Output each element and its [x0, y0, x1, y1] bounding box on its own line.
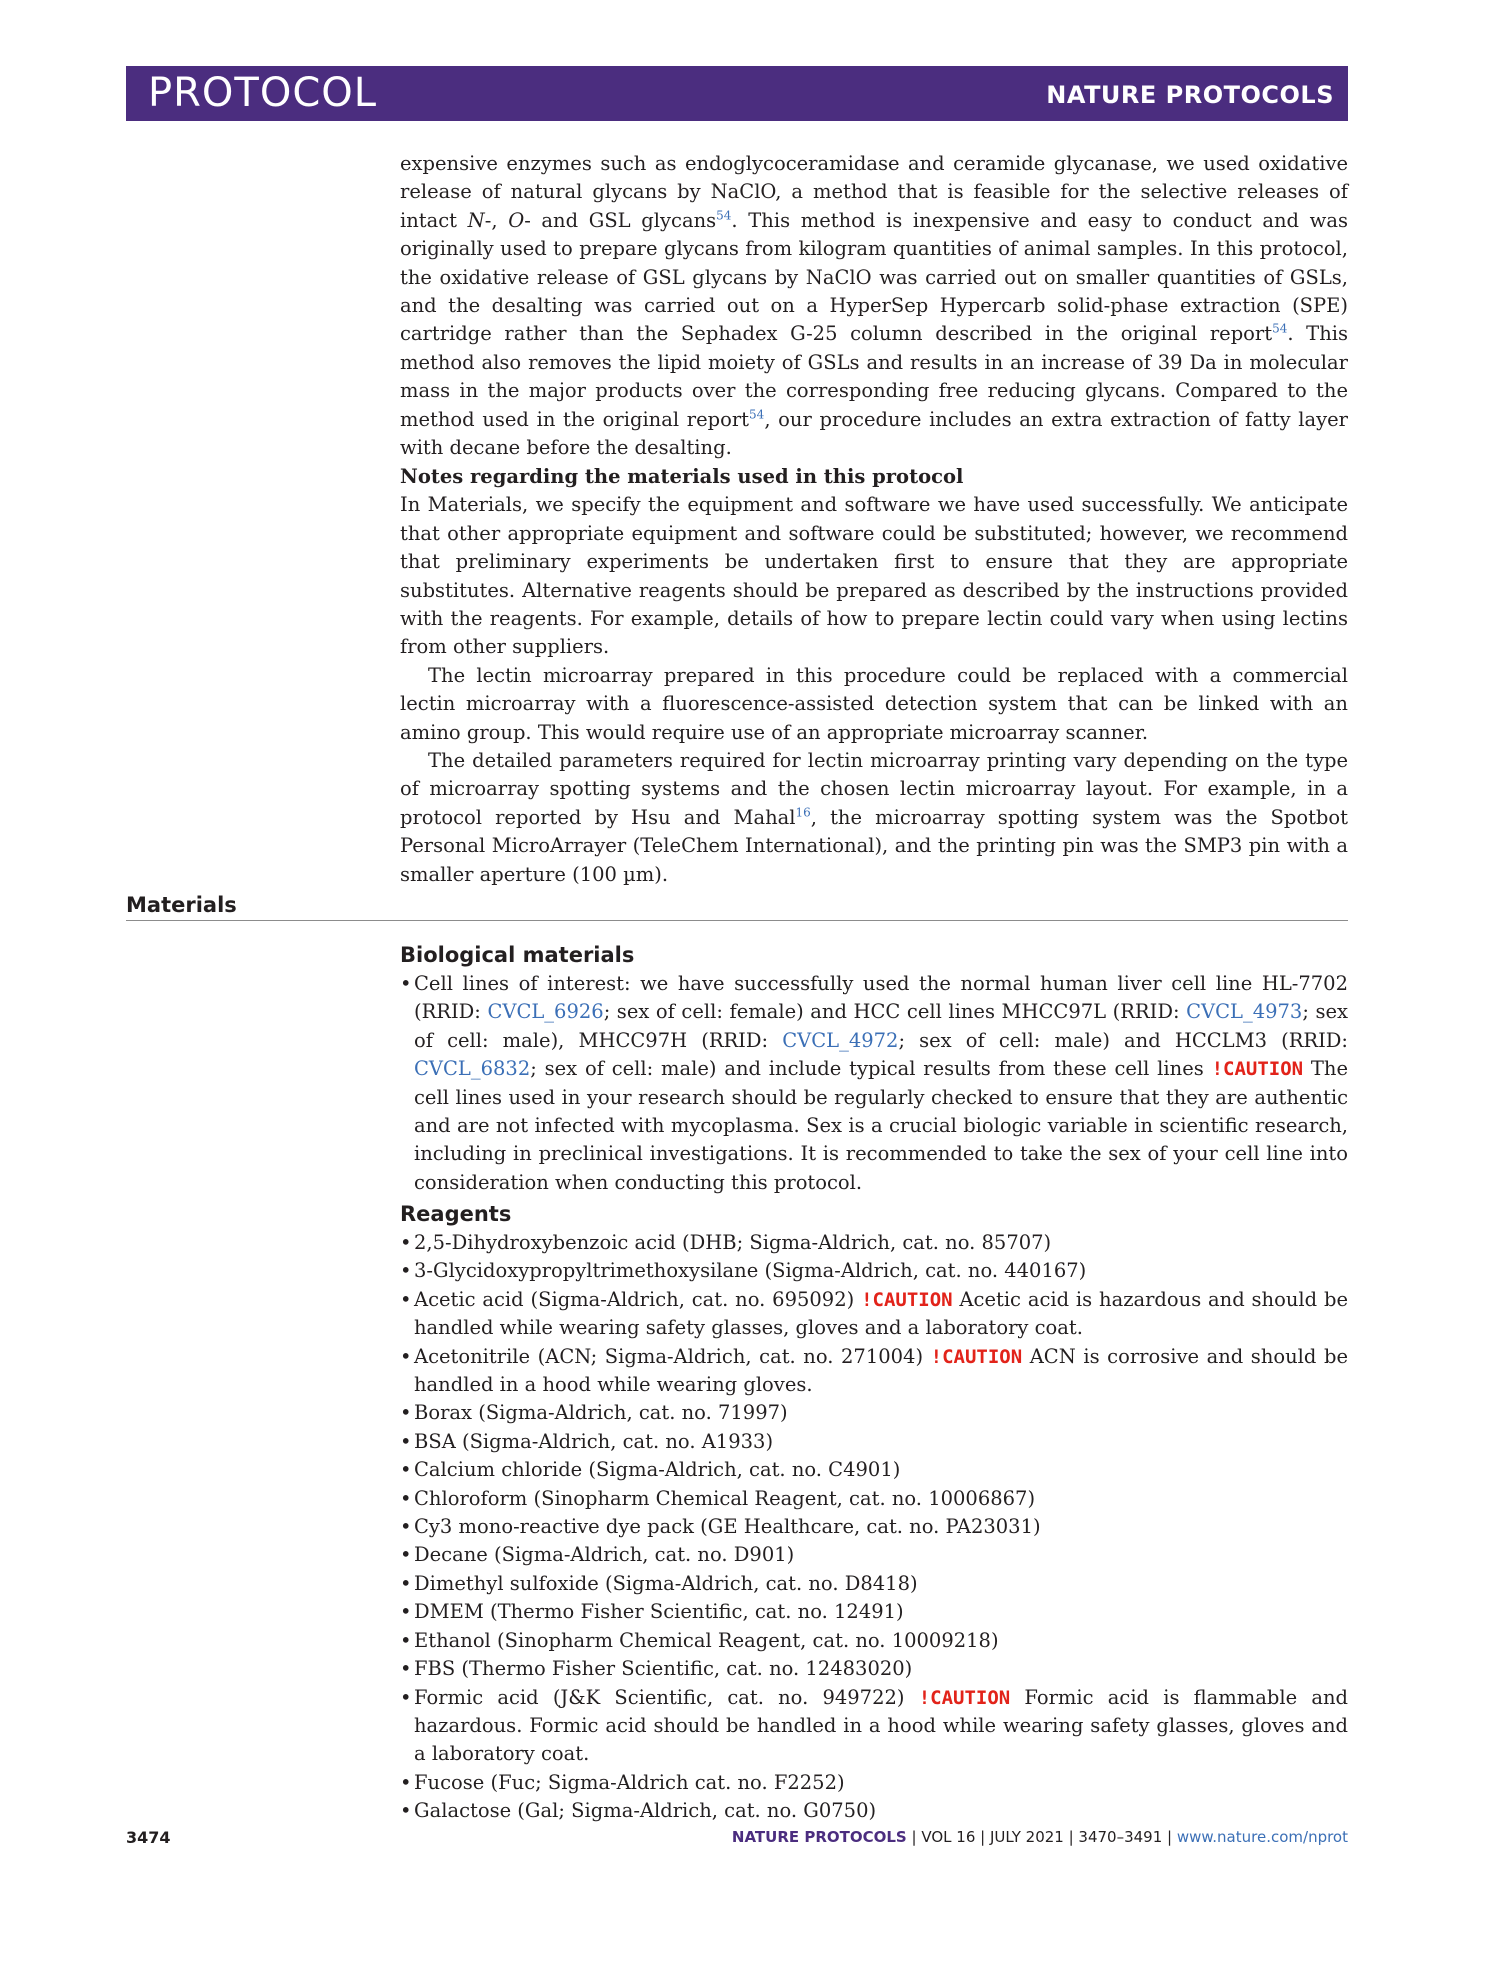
rrid-link[interactable]: CVCL_6832 — [414, 1057, 531, 1081]
bio-text: ; sex of cell: male), MHCC97H (RRID: — [414, 1000, 1348, 1052]
citation-link[interactable]: 54 — [716, 208, 732, 223]
page-header — [126, 66, 1348, 121]
list-item — [400, 1456, 1348, 1484]
page-number: 3474 — [126, 1828, 171, 1847]
reagent-text: Dimethyl sulfoxide (Sigma-Aldrich, cat. no. D8418) — [414, 1571, 918, 1595]
list-item — [400, 970, 1348, 1197]
footer-journal: NATURE PROTOCOLS — [731, 1828, 907, 1846]
rrid-link[interactable]: CVCL_4972 — [782, 1028, 899, 1052]
reagents-section — [400, 1199, 1348, 1826]
intro-text-1b: -, — [484, 208, 509, 232]
list-item — [400, 1257, 1348, 1285]
reagent-text: Borax (Sigma-Aldrich, cat. no. 71997) — [414, 1401, 788, 1425]
caution-label: !CAUTION — [930, 1345, 1023, 1368]
notes-p3-text-b: , the microarray spotting system was the Spotbot Personal MicroArrayer (TeleChem International), and the printing pin was the SMP3 pin with a smaller aperture (100 µm). — [400, 805, 1348, 886]
intro-o: O — [508, 208, 525, 232]
header-journal-label: NATURE PROTOCOLS — [1046, 81, 1334, 109]
intro-paragraph — [400, 150, 1348, 462]
reagent-caution-note: Formic acid is flammable and hazardous. Formic acid should be handled in a hood while wearing safety glasses, gloves and a laboratory coat. — [414, 1685, 1349, 1766]
list-item — [400, 1769, 1348, 1797]
reagent-text: Galactose (Gal; Sigma-Aldrich, cat. no. G0750) — [414, 1799, 877, 1823]
intro-text-2: . This method is inexpensive and easy to conduct and was originally used to prepare glycans from kilogram quantities of animal samples. In this protocol, the oxidative release of GSL glycans by NaClO was carried out on smaller quantities of GSLs, and the desalting was carried out on a HyperSep Hypercarb solid-phase extraction (SPE) cartridge rather than the Sephadex G-25 column described in the original report — [400, 208, 1348, 346]
reagents-title: Reagents — [400, 1202, 512, 1226]
list-item — [400, 1229, 1348, 1257]
reagent-text: DMEM (Thermo Fisher Scientific, cat. no. 12491) — [414, 1600, 904, 1624]
materials-heading: Materials — [126, 893, 1348, 921]
bio-text: ; sex of cell: male) and include typical results from these cell lines — [530, 1057, 1212, 1081]
reagent-text: Calcium chloride (Sigma-Aldrich, cat. no. C4901) — [414, 1458, 901, 1482]
reagent-text: 2,5-Dihydroxybenzoic acid (DHB; Sigma-Aldrich, cat. no. 85707) — [414, 1231, 1052, 1254]
page-footer — [732, 1828, 1348, 1846]
list-item — [400, 1598, 1348, 1626]
list-item — [400, 1570, 1348, 1598]
list-item — [400, 1684, 1348, 1769]
notes-title: Notes regarding the materials used in this protocol — [400, 465, 964, 488]
reagent-text: FBS (Thermo Fisher Scientific, cat. no. 12483020) — [414, 1657, 913, 1681]
caution-label: !CAUTION — [918, 1686, 1011, 1709]
citation-link[interactable]: 54 — [1272, 321, 1288, 336]
list-item — [400, 1399, 1348, 1427]
intro-n: N — [467, 208, 485, 232]
footer-issue: | VOL 16 | JULY 2021 | 3470–3491 | — [906, 1828, 1177, 1846]
reagent-text: Acetic acid (Sigma-Aldrich, cat. no. 695092) — [414, 1287, 862, 1311]
list-item — [400, 1428, 1348, 1456]
notes-paragraph-1: In Materials, we specify the equipment and software we have used successfully. We anticipate that other appropriate equipment and software could be substituted; however, we recommend that preliminary experiments be undertaken first to ensure that they are appropriate substitutes. Alternative reagents should be prepared as described by the instructions provided with the reagents. For example, details of how to prepare lectin could vary when using lectins from other suppliers. — [400, 493, 1348, 659]
intro-text-4: , our procedure includes an extra extraction of fatty layer with decane before the desalting. — [400, 407, 1349, 460]
list-item — [400, 1286, 1348, 1343]
caution-label: !CAUTION — [861, 1288, 953, 1311]
header-protocol-label: PROTOCOL — [148, 70, 378, 116]
reagent-caution-note: Acetic acid is hazardous and should be handled while wearing safety glasses, gloves and a laboratory coat. — [414, 1287, 1348, 1340]
reagent-text: Formic acid (J&K Scientific, cat. no. 949722) — [414, 1685, 919, 1709]
notes-p3-text-a: The detailed parameters required for lectin microarray printing vary depending on the type of microarray spotting systems and the chosen lectin microarray layout. For example, in a protocol reported by Hsu and Mahal — [400, 749, 1348, 829]
notes-paragraph-3 — [400, 747, 1348, 889]
list-item — [400, 1627, 1348, 1655]
biological-materials-list — [400, 970, 1348, 1197]
reagent-text: Acetonitrile (ACN; Sigma-Aldrich, cat. no. 271004) — [414, 1344, 931, 1368]
notes-section — [400, 463, 1348, 889]
list-item — [400, 1485, 1348, 1513]
reagent-text: Ethanol (Sinopharm Chemical Reagent, cat. no. 10009218) — [414, 1628, 999, 1652]
reagent-text: Fucose (Fuc; Sigma-Aldrich cat. no. F2252) — [414, 1770, 845, 1794]
footer-url-link[interactable]: www.nature.com/nprot — [1176, 1828, 1348, 1846]
list-item — [400, 1655, 1348, 1683]
rrid-link[interactable]: CVCL_6926 — [487, 1000, 604, 1024]
biological-materials-section — [400, 940, 1348, 1197]
list-item — [400, 1513, 1348, 1541]
biological-materials-title: Biological materials — [400, 943, 635, 967]
bio-text: Cell lines of interest: we have successfully used the normal human liver cell line HL-7702 (RRID: — [414, 972, 1348, 1024]
list-item — [400, 1343, 1348, 1400]
intro-section — [400, 150, 1348, 462]
rrid-link[interactable]: CVCL_4973 — [1186, 1000, 1303, 1024]
citation-link[interactable]: 16 — [795, 805, 811, 820]
bio-text: ; sex of cell: male) and HCCLM3 (RRID: — [898, 1028, 1348, 1052]
list-item — [400, 1541, 1348, 1569]
notes-paragraph-2: The lectin microarray prepared in this procedure could be replaced with a commercial lectin microarray with a fluorescence-assisted detection system that can be linked with an amino group. This would require use of an appropriate microarray scanner. — [400, 663, 1348, 744]
reagent-text: Chloroform (Sinopharm Chemical Reagent, cat. no. 10006867) — [414, 1486, 1036, 1510]
caution-label: !CAUTION — [1211, 1058, 1304, 1081]
list-item — [400, 1797, 1348, 1825]
reagent-text: 3-Glycidoxypropyltrimethoxysilane (Sigma-Aldrich, cat. no. 440167) — [414, 1259, 1087, 1283]
reagent-text: Decane (Sigma-Aldrich, cat. no. D901) — [414, 1543, 795, 1567]
reagent-caution-note: ACN is corrosive and should be handled in a hood while wearing gloves. — [414, 1344, 1348, 1397]
intro-text-1: expensive enzymes such as endoglycoceramidase and ceramide glycanase, we used oxidative release of natural glycans by NaClO, a method that is feasible for the selective releases of intact — [400, 152, 1348, 232]
bio-text: ; sex of cell: female) and HCC cell lines MHCC97L (RRID: — [603, 1000, 1187, 1024]
intro-text-3: . This method also removes the lipid moiety of GSLs and results in an increase of 39 Da in molecular mass in the major products over the corresponding free reducing glycans. Compared to the method used in the original report — [400, 322, 1348, 431]
intro-text-1c: - and GSL glycans — [524, 208, 717, 232]
reagent-text: BSA (Sigma-Aldrich, cat. no. A1933) — [414, 1429, 774, 1453]
citation-link[interactable]: 54 — [749, 407, 765, 422]
reagents-list — [400, 1229, 1348, 1826]
bio-text: The cell lines used in your research should be regularly checked to ensure that they are authentic and are not infected with mycoplasma. Sex is a crucial biologic variable in scientific research, including in preclinical investigations. It is recommended to take the sex of your cell line into consideration when conducting this protocol. — [414, 1057, 1348, 1194]
reagent-text: Cy3 mono-reactive dye pack (GE Healthcare, cat. no. PA23031) — [414, 1515, 1041, 1539]
